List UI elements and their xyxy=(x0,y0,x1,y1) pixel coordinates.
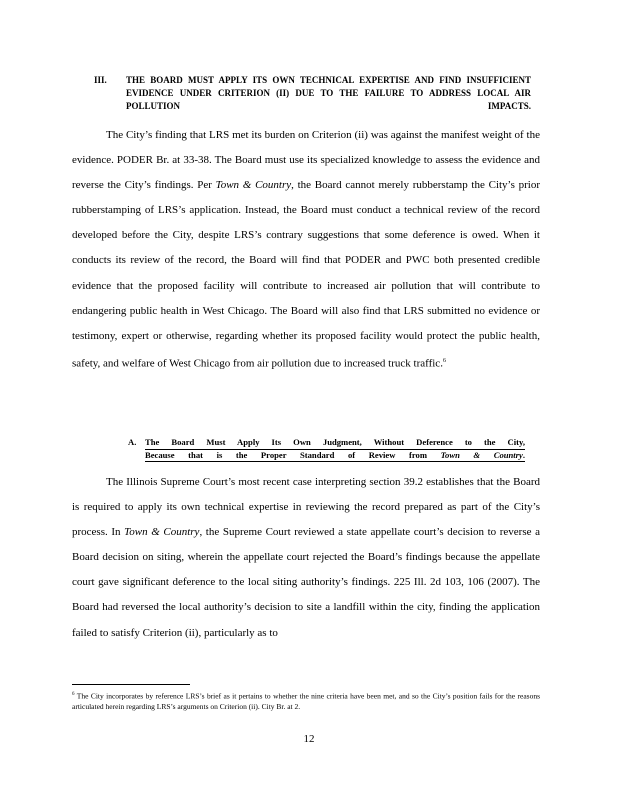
paragraph-1-text-a: The City’s finding that LRS met its burden on Criterion (ii) was against the manifest weight of the evidence. PODER Br. at 33-38. The Board must use its specialized knowledge to assess the evidence and reverse the City’s findings. Per xyxy=(72,129,540,192)
body-paragraph-1 xyxy=(72,123,540,377)
paragraph-2-text-b: , the Supreme Court reviewed a state appellate court’s decision to reverse a Board decision on siting, wherein the appellate court rejected the Board’s findings because the appellate court gave significant deference to the local siting authority’s findings. 225 Ill. 2d 103, 106 (2007). The Board had reversed the local authority’s decision to site a landfill within the city, finding the application failed to satisfy Criterion (ii), particularly as to xyxy=(72,526,541,639)
footnote-number: 6 xyxy=(72,692,75,697)
subsection-letter: A. xyxy=(128,437,137,447)
page-number: 12 xyxy=(303,733,315,745)
section-title: THE BOARD MUST APPLY ITS OWN TECHNICAL EXPERTISE AND FIND INSUFFICIENT EVIDENCE UNDER CRITERION (II) DUE TO THE FAILURE TO ADDRESS LOCAL AIR POLLUTION IMPACTS. xyxy=(126,75,531,111)
section-number: III. xyxy=(94,75,107,85)
footnote-reference: 6 xyxy=(442,357,446,364)
case-name-italic: Town & Country xyxy=(215,179,292,192)
body-paragraph-2 xyxy=(72,470,540,646)
case-name-italic: Town & Country xyxy=(124,526,200,539)
footnote-divider xyxy=(72,684,190,685)
footnote-text: The City incorporates by reference LRS’s brief as it pertains to whether the nine criteria have been met, and so the City’s position fails for the reasons articulated herein regarding LRS’s arguments on Criterion (ii). City Br. at 2. xyxy=(72,691,540,711)
subsection-title-line-1: The Board Must Apply Its Own Judgment, Without Deference to the City, xyxy=(145,436,525,450)
subsection-title-line-2: Because that is the Proper Standard of Review from Town & Country. xyxy=(145,449,525,463)
paragraph-2-text-a: The Illinois Supreme Court’s most recent case interpreting section 39.2 establishes that the Board is required to apply its own technical expertise in reviewing the record prepared as part of the City’s process. In xyxy=(72,476,540,539)
paragraph-1-text-b: , the Board cannot merely rubberstamp the City’s prior rubberstamping of LRS’s application. Instead, the Board must conduct a technical review of the record developed before the City, despite LRS’s contrary suggestions that some deference is owed. When it conducts its review of the record, the Board will find that PODER and PWC both presented credible evidence that the proposed facility will contribute to increased air pollution that will contribute to endangering public health in West Chicago. The Board will also find that LRS submitted no evidence or testimony, expert or otherwise, regarding whether its proposed facility would protect the public health, safety, and welfare of West Chicago from air pollution due to increased truck traffic. xyxy=(72,179,541,370)
footnote xyxy=(72,690,540,712)
